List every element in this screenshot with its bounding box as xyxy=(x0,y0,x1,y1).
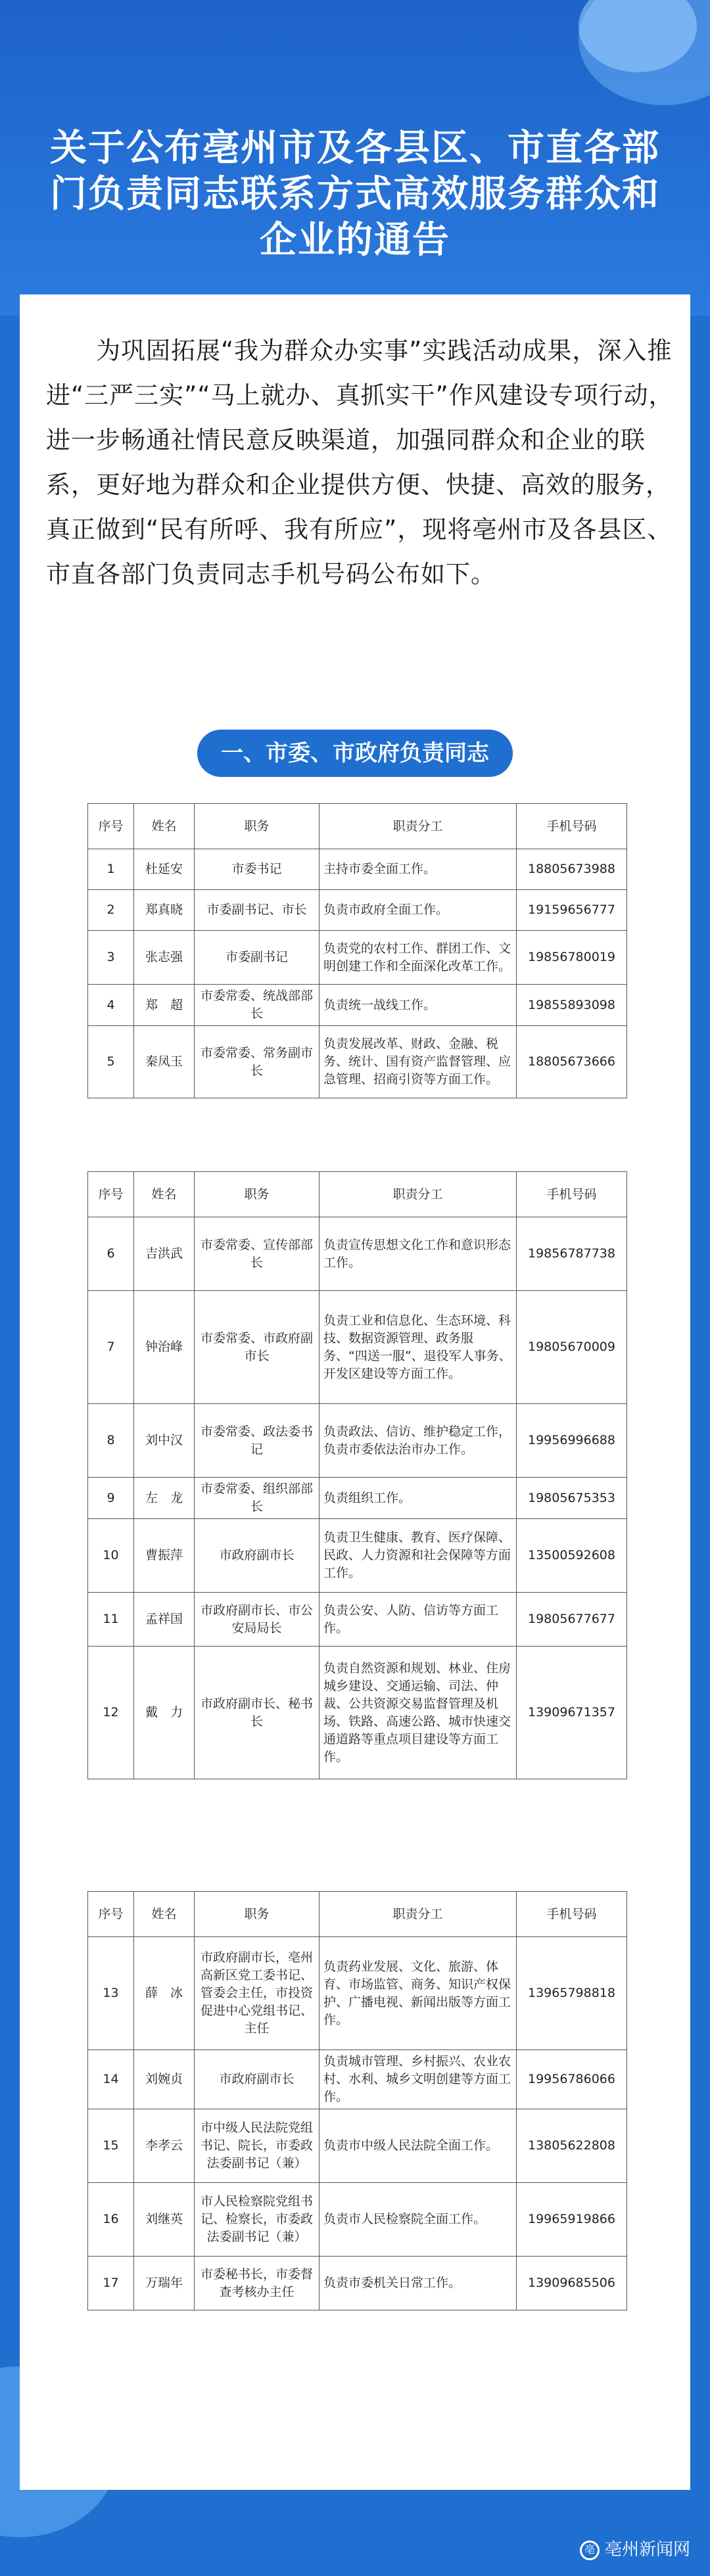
row-number: 7 xyxy=(88,1291,134,1404)
row-title: 市政府副市长 xyxy=(195,1519,320,1593)
table-row xyxy=(88,2183,627,2257)
row-duty: 负责市政府全面工作。 xyxy=(320,890,517,931)
table-row xyxy=(88,1026,627,1098)
table-row xyxy=(88,1404,627,1478)
row-duty: 负责市委机关日常工作。 xyxy=(320,2257,517,2310)
row-duty: 负责市人民检察院全面工作。 xyxy=(320,2183,517,2257)
row-phone: 18805673666 xyxy=(517,1026,627,1098)
contact-table-2 xyxy=(87,1171,627,1779)
row-title: 市委常委、统战部部长 xyxy=(195,985,320,1026)
table-header-row xyxy=(88,1172,627,1217)
row-title: 市委常委、政法委书记 xyxy=(195,1404,320,1478)
column-header: 姓名 xyxy=(134,804,195,849)
row-name: 戴 力 xyxy=(134,1647,195,1779)
row-name: 郑真晓 xyxy=(134,890,195,931)
row-number: 3 xyxy=(88,931,134,985)
table-row xyxy=(88,1519,627,1593)
row-number: 16 xyxy=(88,2183,134,2257)
row-name: 薛 冰 xyxy=(134,1937,195,2050)
row-number: 10 xyxy=(88,1519,134,1593)
table-row xyxy=(88,849,627,890)
row-duty: 负责卫生健康、教育、医疗保障、民政、人力资源和社会保障等方面工作。 xyxy=(320,1519,517,1593)
row-title: 市委副书记 xyxy=(195,931,320,985)
row-name: 左 龙 xyxy=(134,1478,195,1519)
row-name: 秦凤玉 xyxy=(134,1026,195,1098)
column-header: 姓名 xyxy=(134,1892,195,1937)
row-name: 刘婉贞 xyxy=(134,2050,195,2109)
row-phone: 19856787738 xyxy=(517,1217,627,1291)
row-duty: 负责发展改革、财政、金融、税务、统计、国有资产监督管理、应急管理、招商引资等方面工作。 xyxy=(320,1026,517,1098)
column-header: 序号 xyxy=(88,1172,134,1217)
row-number: 9 xyxy=(88,1478,134,1519)
news-logo-icon: 亳 xyxy=(580,2541,600,2560)
row-title: 市政府副市长 xyxy=(195,2050,320,2109)
row-phone: 18805673988 xyxy=(517,849,627,890)
row-title: 市委常委、市政府副市长 xyxy=(195,1291,320,1404)
table-header-row xyxy=(88,804,627,849)
row-name: 曹振萍 xyxy=(134,1519,195,1593)
row-title: 市中级人民法院党组书记、院长，市委政法委副书记（兼） xyxy=(195,2109,320,2183)
row-name: 李孝云 xyxy=(134,2109,195,2183)
row-phone: 13909671357 xyxy=(517,1647,627,1779)
row-title: 市委常委、组织部部长 xyxy=(195,1478,320,1519)
row-duty: 负责市中级人民法院全面工作。 xyxy=(320,2109,517,2183)
row-name: 张志强 xyxy=(134,931,195,985)
row-name: 刘中汉 xyxy=(134,1404,195,1478)
row-name: 孟祥国 xyxy=(134,1593,195,1647)
row-number: 11 xyxy=(88,1593,134,1647)
column-header: 手机号码 xyxy=(517,804,627,849)
column-header: 职责分工 xyxy=(320,1172,517,1217)
row-phone: 19855893098 xyxy=(517,985,627,1026)
row-phone: 19805675353 xyxy=(517,1478,627,1519)
section-heading: 一、市委、市政府负责同志 xyxy=(197,730,513,777)
row-duty: 负责自然资源和规划、林业、住房城乡建设、交通运输、司法、仲裁、公共资源交易监督管理及机场、铁路、高速公路、城市快速交通道路等重点项目建设等方面工作。 xyxy=(320,1647,517,1779)
column-header: 职责分工 xyxy=(320,1892,517,1937)
row-number: 2 xyxy=(88,890,134,931)
row-duty: 负责药业发展、文化、旅游、体育、市场监管、商务、知识产权保护、广播电视、新闻出版等方面工作。 xyxy=(320,1937,517,2050)
column-header: 序号 xyxy=(88,1892,134,1937)
row-duty: 负责城市管理、乡村振兴、农业农村、水利、城乡文明创建等方面工作。 xyxy=(320,2050,517,2109)
row-number: 5 xyxy=(88,1026,134,1098)
row-name: 吉洪武 xyxy=(134,1217,195,1291)
row-number: 4 xyxy=(88,985,134,1026)
page-title: 关于公布亳州市及各县区、市直各部门负责同志联系方式高效服务群众和企业的通告 xyxy=(50,126,660,262)
row-number: 14 xyxy=(88,2050,134,2109)
row-title: 市委副书记、市长 xyxy=(195,890,320,931)
row-name: 郑 超 xyxy=(134,985,195,1026)
row-phone: 19965919866 xyxy=(517,2183,627,2257)
row-phone: 19856780019 xyxy=(517,931,627,985)
column-header: 姓名 xyxy=(134,1172,195,1217)
row-number: 17 xyxy=(88,2257,134,2310)
row-phone: 19159656777 xyxy=(517,890,627,931)
row-phone: 19805677677 xyxy=(517,1593,627,1647)
column-header: 手机号码 xyxy=(517,1172,627,1217)
row-name: 杜延安 xyxy=(134,849,195,890)
intro-paragraph: 为巩固拓展“我为群众办实事”实践活动成果，深入推进“三严三实”“马上就办、真抓实干”作风建设专项行动，进一步畅通社情民意反映渠道，加强同群众和企业的联系，更好地为群众和企业提供方便、快捷、高效的服务，真正做到“民有所呼、我有所应”，现将亳州市及各县区、市直各部门负责同志手机号码公布如下。 xyxy=(46,337,674,588)
row-number: 13 xyxy=(88,1937,134,2050)
row-title: 市政府副市长、秘书长 xyxy=(195,1647,320,1779)
row-number: 6 xyxy=(88,1217,134,1291)
row-title: 市委秘书长，市委督查考核办主任 xyxy=(195,2257,320,2310)
row-duty: 负责宣传思想文化工作和意识形态工作。 xyxy=(320,1217,517,1291)
table-row xyxy=(88,1291,627,1404)
contact-table-3 xyxy=(87,1891,627,2310)
table-row xyxy=(88,1217,627,1291)
table-row xyxy=(88,1937,627,2050)
table-row xyxy=(88,2050,627,2109)
column-header: 序号 xyxy=(88,804,134,849)
column-header: 职务 xyxy=(195,804,320,849)
row-duty: 负责工业和信息化、生态环境、科技、数据资源管理、政务服务、“四送一服”、退役军人事务、开发区建设等方面工作。 xyxy=(320,1291,517,1404)
row-number: 15 xyxy=(88,2109,134,2183)
row-phone: 13965798818 xyxy=(517,1937,627,2050)
row-number: 12 xyxy=(88,1647,134,1779)
contact-table-1 xyxy=(87,803,627,1098)
footer-brand xyxy=(580,2536,690,2560)
row-duty: 负责政法、信访、维护稳定工作，负责市委依法治市办工作。 xyxy=(320,1404,517,1478)
row-title: 市人民检察院党组书记、检察长，市委政法委副书记（兼） xyxy=(195,2183,320,2257)
column-header: 职务 xyxy=(195,1172,320,1217)
row-phone: 19956786066 xyxy=(517,2050,627,2109)
table-row xyxy=(88,2257,627,2310)
column-header: 职责分工 xyxy=(320,804,517,849)
table-row xyxy=(88,2109,627,2183)
row-duty: 主持市委全面工作。 xyxy=(320,849,517,890)
row-phone: 19956996688 xyxy=(517,1404,627,1478)
table-row xyxy=(88,931,627,985)
table-row xyxy=(88,1593,627,1647)
row-phone: 19805670009 xyxy=(517,1291,627,1404)
table-row xyxy=(88,890,627,931)
row-title: 市委常委、常务副市长 xyxy=(195,1026,320,1098)
row-duty: 负责公安、人防、信访等方面工作。 xyxy=(320,1593,517,1647)
row-title: 市政府副市长，亳州高新区党工委书记、管委会主任，市投资促进中心党组书记、主任 xyxy=(195,1937,320,2050)
row-duty: 负责党的农村工作、群团工作、文明创建工作和全面深化改革工作。 xyxy=(320,931,517,985)
row-duty: 负责统一战线工作。 xyxy=(320,985,517,1026)
footer-label: 亳州新闻网 xyxy=(604,2540,690,2560)
table-row xyxy=(88,1647,627,1779)
row-phone: 13500592608 xyxy=(517,1519,627,1593)
row-name: 刘继英 xyxy=(134,2183,195,2257)
row-title: 市政府副市长、市公安局局长 xyxy=(195,1593,320,1647)
row-name: 万瑞年 xyxy=(134,2257,195,2310)
column-header: 职务 xyxy=(195,1892,320,1937)
row-number: 1 xyxy=(88,849,134,890)
row-phone: 13805622808 xyxy=(517,2109,627,2183)
table-row xyxy=(88,1478,627,1519)
column-header: 手机号码 xyxy=(517,1892,627,1937)
table-header-row xyxy=(88,1892,627,1937)
row-title: 市委常委、宣传部部长 xyxy=(195,1217,320,1291)
row-title: 市委书记 xyxy=(195,849,320,890)
table-row xyxy=(88,985,627,1026)
row-duty: 负责组织工作。 xyxy=(320,1478,517,1519)
row-phone: 13909685506 xyxy=(517,2257,627,2310)
row-name: 钟治峰 xyxy=(134,1291,195,1404)
row-number: 8 xyxy=(88,1404,134,1478)
